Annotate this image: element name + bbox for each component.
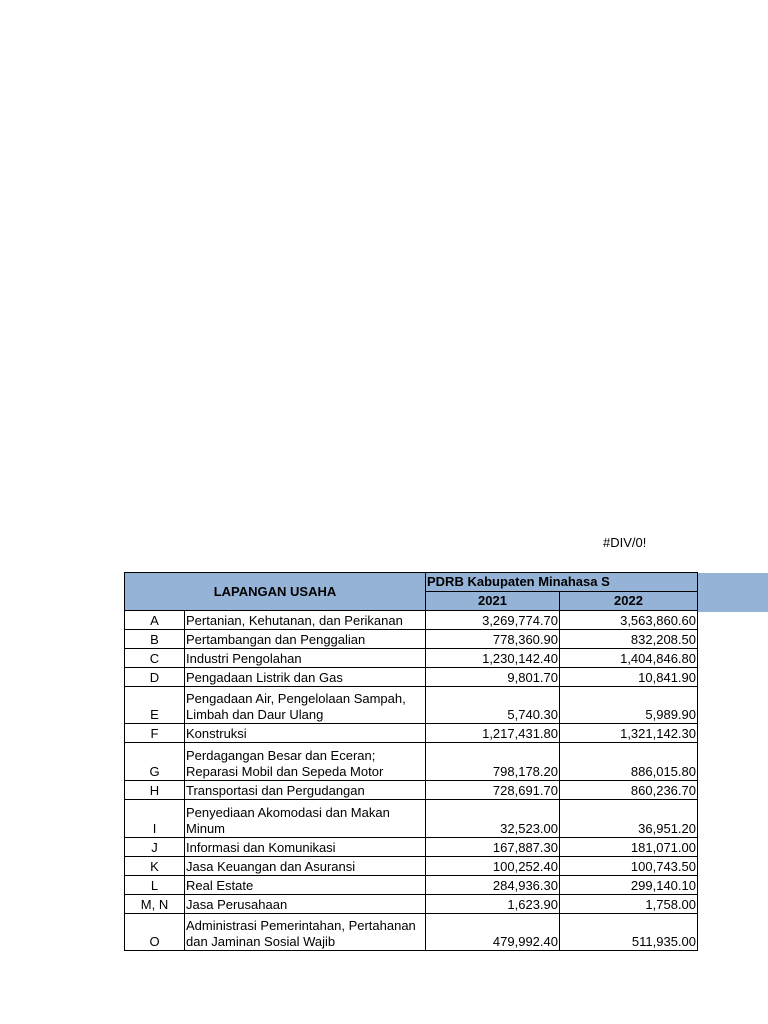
row-code-cell[interactable]: C — [125, 649, 185, 668]
pdrb-table — [124, 572, 698, 951]
year-header-2022[interactable]: 2022 — [560, 592, 698, 611]
table-body — [125, 573, 698, 951]
table-row — [125, 857, 698, 876]
table-row — [125, 687, 698, 724]
table-row — [125, 914, 698, 951]
year-header-2021[interactable]: 2021 — [426, 592, 560, 611]
row-value-2021-cell[interactable]: 100,252.40 — [426, 857, 560, 876]
row-sector-name-cell[interactable]: Perdagangan Besar dan Eceran; Reparasi Mobil dan Sepeda Motor — [185, 743, 426, 781]
table-row — [125, 668, 698, 687]
table-row — [125, 630, 698, 649]
row-value-2022-cell[interactable]: 36,951.20 — [560, 800, 698, 838]
row-value-2021-cell[interactable]: 778,360.90 — [426, 630, 560, 649]
row-value-2022-cell[interactable]: 1,404,846.80 — [560, 649, 698, 668]
row-sector-name-cell[interactable]: Jasa Perusahaan — [185, 895, 426, 914]
row-value-2021-cell[interactable]: 32,523.00 — [426, 800, 560, 838]
row-code-cell[interactable]: E — [125, 687, 185, 724]
row-code-cell[interactable]: F — [125, 724, 185, 743]
table-row — [125, 724, 698, 743]
row-code-cell[interactable]: L — [125, 876, 185, 895]
row-sector-name-cell[interactable]: Penyediaan Akomodasi dan Makan Minum — [185, 800, 426, 838]
row-value-2022-cell[interactable]: 3,563,860.60 — [560, 611, 698, 630]
table-row — [125, 781, 698, 800]
table-row — [125, 838, 698, 857]
row-value-2021-cell[interactable]: 5,740.30 — [426, 687, 560, 724]
row-value-2021-cell[interactable]: 1,623.90 — [426, 895, 560, 914]
row-code-cell[interactable]: A — [125, 611, 185, 630]
table-row — [125, 611, 698, 630]
header-fill-overflow — [697, 573, 768, 612]
row-sector-name-cell[interactable]: Pertambangan dan Penggalian — [185, 630, 426, 649]
row-value-2021-cell[interactable]: 3,269,774.70 — [426, 611, 560, 630]
row-value-2022-cell[interactable]: 299,140.10 — [560, 876, 698, 895]
row-sector-name-cell[interactable]: Administrasi Pemerintahan, Pertahanan dan Jaminan Sosial Wajib — [185, 914, 426, 951]
row-sector-name-cell[interactable]: Jasa Keuangan dan Asuransi — [185, 857, 426, 876]
row-value-2021-cell[interactable]: 479,992.40 — [426, 914, 560, 951]
row-sector-name-cell[interactable]: Industri Pengolahan — [185, 649, 426, 668]
row-code-cell[interactable]: O — [125, 914, 185, 951]
row-value-2021-cell[interactable]: 1,230,142.40 — [426, 649, 560, 668]
row-sector-name-cell[interactable]: Pertanian, Kehutanan, dan Perikanan — [185, 611, 426, 630]
error-cell[interactable]: #DIV/0! — [603, 535, 647, 550]
row-value-2021-cell[interactable]: 728,691.70 — [426, 781, 560, 800]
row-value-2022-cell[interactable]: 1,758.00 — [560, 895, 698, 914]
row-code-cell[interactable]: K — [125, 857, 185, 876]
row-sector-name-cell[interactable]: Transportasi dan Pergudangan — [185, 781, 426, 800]
row-value-2022-cell[interactable]: 5,989.90 — [560, 687, 698, 724]
row-code-cell[interactable]: D — [125, 668, 185, 687]
row-value-2022-cell[interactable]: 886,015.80 — [560, 743, 698, 781]
row-sector-name-cell[interactable]: Informasi dan Komunikasi — [185, 838, 426, 857]
row-code-cell[interactable]: I — [125, 800, 185, 838]
row-sector-name-cell[interactable]: Real Estate — [185, 876, 426, 895]
row-value-2022-cell[interactable]: 181,071.00 — [560, 838, 698, 857]
row-code-cell[interactable]: G — [125, 743, 185, 781]
row-value-2022-cell[interactable]: 1,321,142.30 — [560, 724, 698, 743]
row-sector-name-cell[interactable]: Pengadaan Air, Pengelolaan Sampah, Limbah dan Daur Ulang — [185, 687, 426, 724]
row-code-cell[interactable]: J — [125, 838, 185, 857]
row-value-2022-cell[interactable]: 511,935.00 — [560, 914, 698, 951]
row-value-2022-cell[interactable]: 10,841.90 — [560, 668, 698, 687]
row-value-2022-cell[interactable]: 100,743.50 — [560, 857, 698, 876]
group-title-header[interactable]: PDRB Kabupaten Minahasa S — [426, 573, 698, 592]
table-row — [125, 800, 698, 838]
header-row-1 — [125, 573, 698, 592]
row-code-cell[interactable]: B — [125, 630, 185, 649]
row-code-cell[interactable]: M, N — [125, 895, 185, 914]
row-value-2021-cell[interactable]: 284,936.30 — [426, 876, 560, 895]
row-sector-name-cell[interactable]: Pengadaan Listrik dan Gas — [185, 668, 426, 687]
table-row — [125, 895, 698, 914]
row-value-2021-cell[interactable]: 9,801.70 — [426, 668, 560, 687]
row-value-2021-cell[interactable]: 798,178.20 — [426, 743, 560, 781]
row-value-2022-cell[interactable]: 832,208.50 — [560, 630, 698, 649]
row-code-cell[interactable]: H — [125, 781, 185, 800]
table-row — [125, 743, 698, 781]
row-value-2022-cell[interactable]: 860,236.70 — [560, 781, 698, 800]
table-row — [125, 649, 698, 668]
sector-header[interactable]: LAPANGAN USAHA — [125, 573, 426, 611]
table-row — [125, 876, 698, 895]
row-value-2021-cell[interactable]: 1,217,431.80 — [426, 724, 560, 743]
row-sector-name-cell[interactable]: Konstruksi — [185, 724, 426, 743]
row-value-2021-cell[interactable]: 167,887.30 — [426, 838, 560, 857]
